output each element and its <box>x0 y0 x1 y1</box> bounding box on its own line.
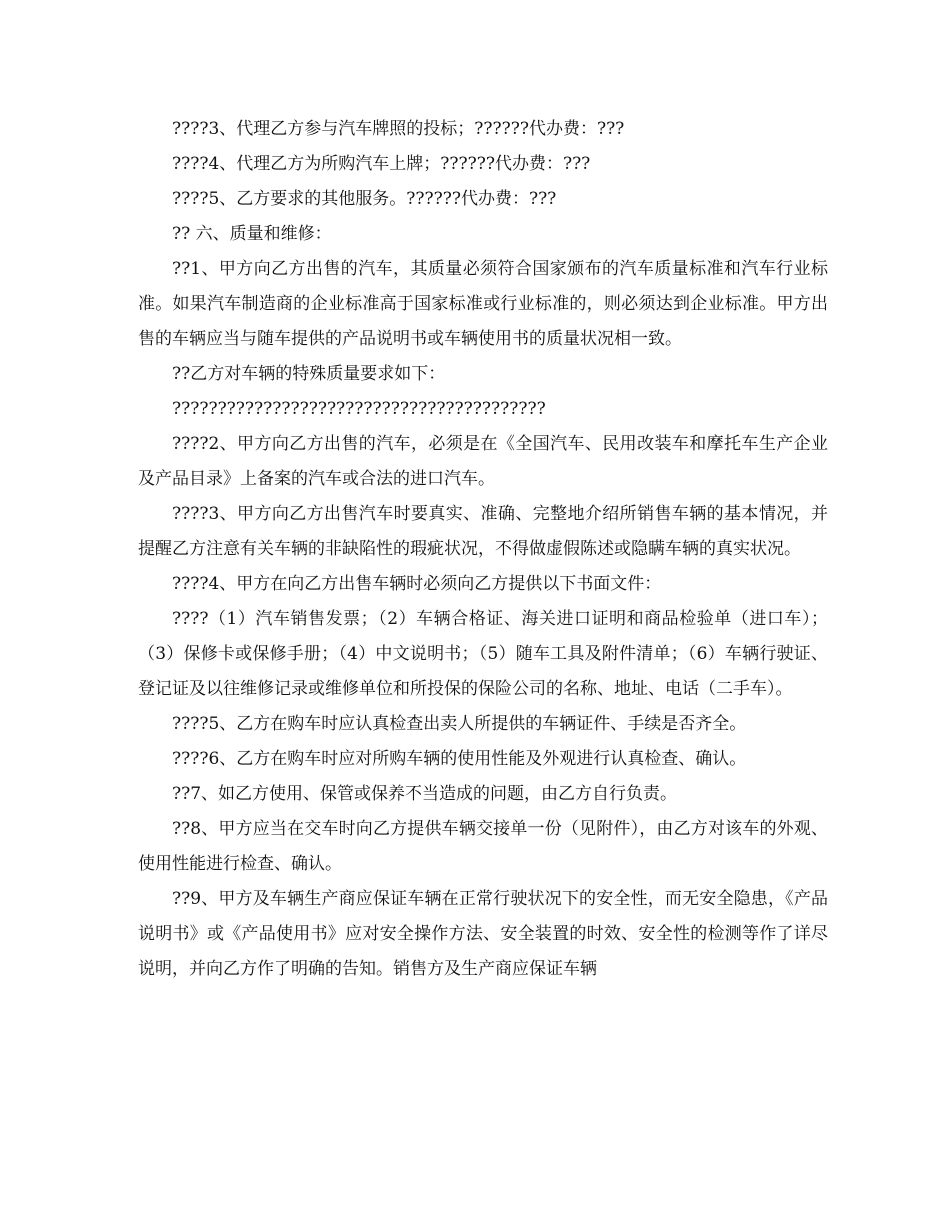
paragraph-quality-1: ??1、甲方向乙方出售的汽车，其质量必须符合国家颁布的汽车质量标准和汽车行业标准。如果汽车制造商的企业标准高于国家标准或行业标准的，则必须达到企业标准。甲方出售的车辆应当与随车提供的产品说明书或车辆使用书的质量状况相一致。 <box>138 259 828 349</box>
paragraph-quality-3: ????3、甲方向乙方出售汽车时要真实、准确、完整地介绍所销售车辆的基本情况，并提醒乙方注意有关车辆的非缺陷性的瑕疵状况，不得做虚假陈述或隐瞒车辆的真实状况。 <box>138 504 828 559</box>
paragraph-special-quality: ??乙方对车辆的特殊质量要求如下： <box>172 364 446 384</box>
paragraph-quality-9: ??9、甲方及车辆生产商应保证车辆在正常行驶状况下的安全性，而无安全隐患，《产品说明书》或《产品使用书》应对安全操作方法、安全装置的时效、安全性的检测等作了详尽说明，并向乙方作了明确的告知。销售方及生产商应保证车辆 <box>138 889 828 979</box>
paragraph-documents-list: ????（1）汽车销售发票；（2）车辆合格证、海关进口证明和商品检验单（进口车）；（3）保修卡或保修手册；（4）中文说明书；（5）随车工具及附件清单；（6）车辆行驶证、登记证及以往维修记录或维修单位和所投保的保险公司的名称、地址、电话（二手车）。 <box>138 609 828 699</box>
paragraph-quality-8: ??8、甲方应当在交车时向乙方提供车辆交接单一份（见附件），由乙方对该车的外观、使用性能进行检查、确认。 <box>138 819 828 874</box>
paragraph-quality-4: ????4、甲方在向乙方出售车辆时必须向乙方提供以下书面文件： <box>172 574 662 594</box>
paragraph-quality-2: ????2、甲方向乙方出售的汽车，必须是在《全国汽车、民用改装车和摩托车生产企业及产品目录》上备案的汽车或合法的进口汽车。 <box>138 434 828 489</box>
section-heading-quality-repair: ?? 六、质量和维修： <box>172 224 332 244</box>
paragraph-service-5: ????5、乙方要求的其他服务。??????代办费：??? <box>172 189 557 209</box>
paragraph-service-4: ????4、代理乙方为所购汽车上牌；??????代办费：??? <box>172 154 591 174</box>
paragraph-quality-7: ??7、如乙方使用、保管或保养不当造成的问题，由乙方自行负责。 <box>172 784 678 804</box>
document-body <box>138 112 828 987</box>
paragraph-blank-line: ????????????????????????????????????????? <box>172 399 546 419</box>
paragraph-quality-6: ????6、乙方在购车时应对所购车辆的使用性能及外观进行认真检查、确认。 <box>172 749 747 769</box>
paragraph-quality-5: ????5、乙方在购车时应认真检查出卖人所提供的车辆证件、手续是否齐全。 <box>172 714 747 734</box>
paragraph-service-3: ????3、代理乙方参与汽车牌照的投标；??????代办费：??? <box>172 119 625 139</box>
